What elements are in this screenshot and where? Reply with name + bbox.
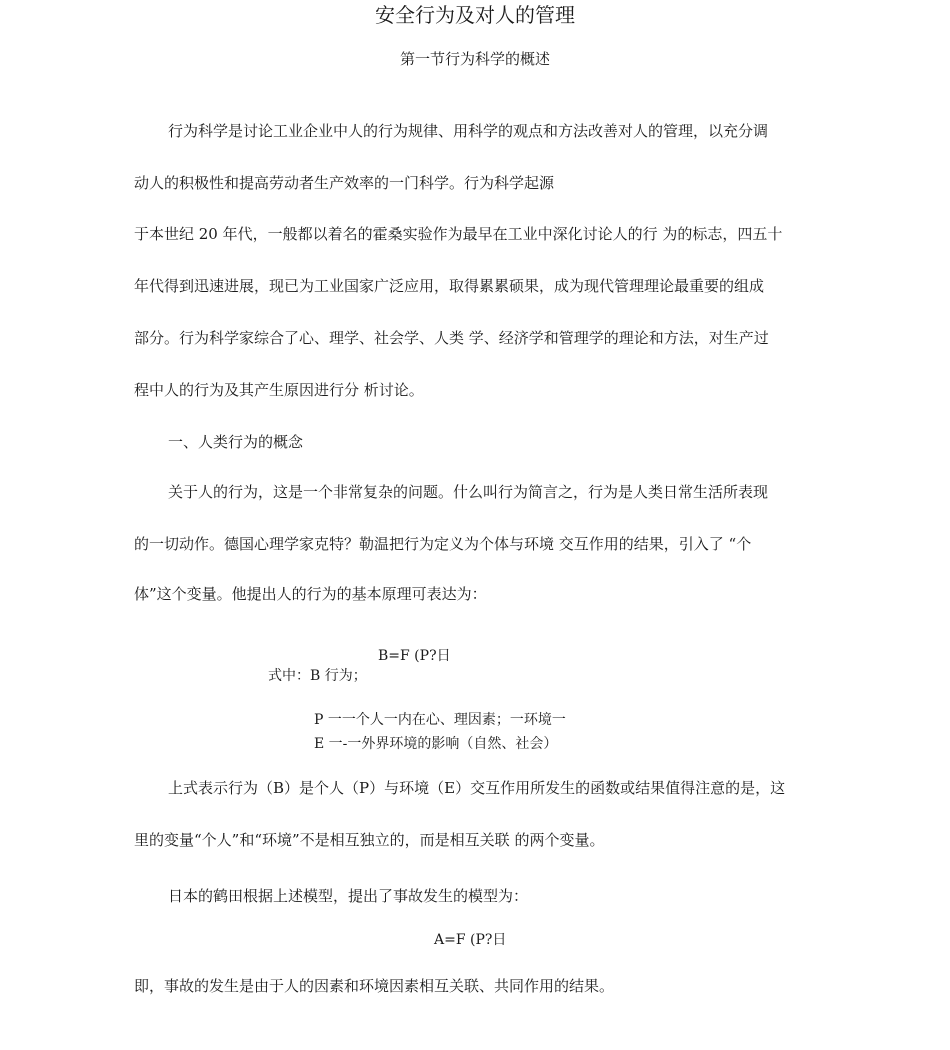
intro-line-3: 于本世纪 20 年代，一般都以着名的霍桑实验作为最早在工业中深化讨论人的行 为的标志，四五十	[134, 225, 783, 243]
behavior-formula: B=F (P?日	[378, 648, 451, 664]
section-subtitle: 第一节行为科学的概述	[399, 50, 550, 68]
formula-e-definition: E 一-一外界环境的影响（自然、社会）	[314, 736, 558, 752]
intro-line-5: 部分。行为科学家综合了心、理学、社会学、人类 学、经济学和管理学的理论和方法，对生产过	[134, 329, 769, 347]
intro-line-1: 行为科学是讨论工业企业中人的行为规律、用科学的观点和方法改善对人的管理，以充分调	[168, 122, 769, 140]
conclusion-line: 即，事故的发生是由于人的因素和环境因素相互关联、共同作用的结果。	[134, 977, 615, 995]
formula-where-label: 式中：B 行为；	[268, 668, 367, 684]
concept-line-1: 关于人的行为，这是一个非常复杂的问题。什么叫行为简言之，行为是人类日常生活所表现	[168, 483, 769, 501]
concept-line-3: 体”这个变量。他提出人的行为的基本原理可表达为：	[134, 585, 487, 603]
document-title: 安全行为及对人的管理	[375, 3, 575, 27]
concept-line-2: 的一切动作。德国心理学家克特？勒温把行为定义为个体与环境 交互作用的结果，引入了 “个	[134, 535, 752, 553]
accident-formula: A=F (P?日	[434, 932, 507, 948]
tsuruta-line: 日本的鹤田根据上述模型，提出了事故发生的模型为：	[168, 887, 529, 905]
intro-line-4: 年代得到迅速进展，现已为工业国家广泛应用，取得累累硕果，成为现代管理理论最重要的组成	[134, 277, 765, 295]
section-heading: 一、人类行为的概念	[168, 433, 304, 451]
explain-line-1: 上式表示行为（B）是个人（P）与环境（E）交互作用所发生的函数或结果值得注意的是，这	[168, 779, 786, 797]
intro-line-6: 程中人的行为及其产生原因进行分 析讨论。	[134, 381, 424, 399]
intro-line-2: 动人的积极性和提高劳动者生产效率的一门科学。行为科学起源	[134, 174, 555, 192]
formula-p-definition: P 一一个人一内在心、理因素；一环境一	[314, 712, 566, 728]
explain-line-2: 里的变量“个人”和“环境”不是相互独立的，而是相互关联 的两个变量。	[134, 831, 605, 849]
